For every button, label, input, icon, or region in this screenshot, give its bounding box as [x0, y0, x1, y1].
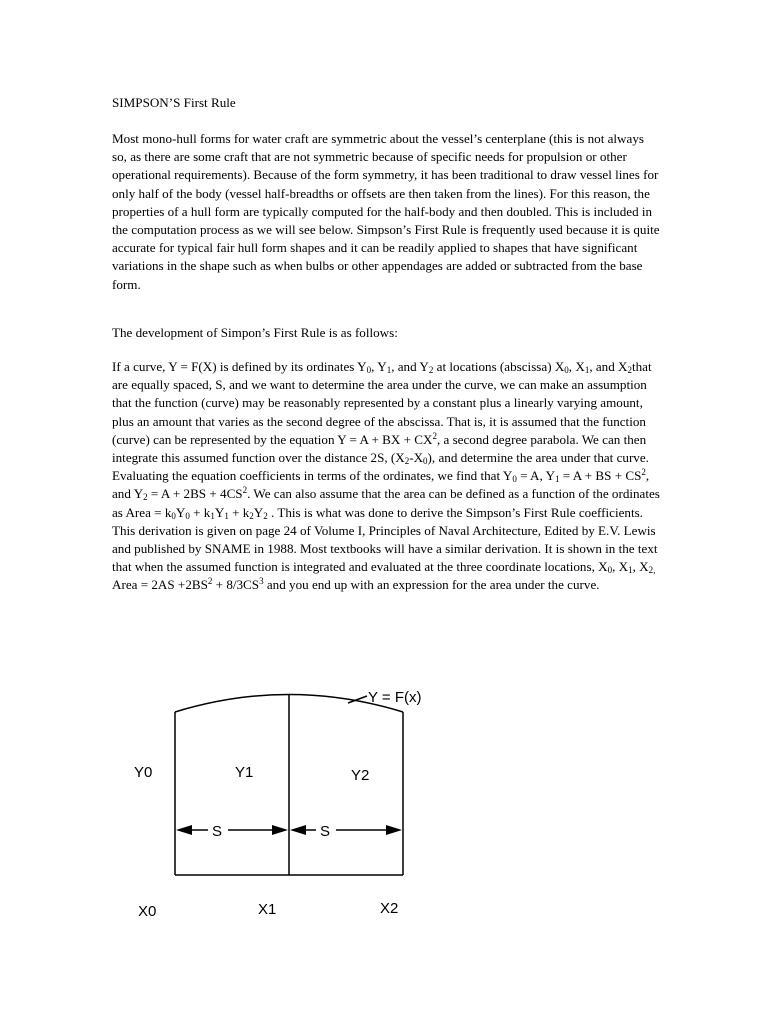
text-run: , a second degree parabola. We can then integrate this assumed function over the distance 2S, (X [112, 431, 647, 466]
arrowhead-icon [386, 825, 402, 835]
subscript: 1 [210, 510, 215, 521]
text-run: . This is what was done to derive the Simpson’s First Rule coefficients. This derivation is given on page 24 of Volume I, Principles of Naval Architecture, Edited by E.V. Lewis and published by SNAME in 1988. Most textbooks will have a similar derivation. It is shown in the text that when the assumed function is integrated and evaluated at the three coordinate locations, X [112, 504, 658, 575]
arrowhead-icon [272, 825, 288, 835]
text-run: ), and determine the area under that curve. Evaluating the equation coefficients in terms of the ordinates, we find that Y [112, 450, 649, 484]
text-run: = A, Y [516, 468, 556, 484]
text-run: + k [189, 504, 211, 520]
subscript: 0 [171, 510, 176, 521]
curve-label: Y = F(x) [368, 689, 422, 706]
text-run: , X [612, 559, 629, 575]
text-run: . We can also assume that the area can be defined as a function of the ordinates as Area = k [112, 486, 660, 520]
subscript: 2 [143, 492, 148, 503]
label-s-right: S [320, 823, 331, 840]
text-run: + k [228, 504, 250, 520]
subscript: 1 [555, 474, 560, 485]
text-run: , and Y [112, 468, 650, 502]
subscript: 1 [386, 365, 392, 375]
text-run: , and Y [391, 359, 429, 374]
subscript: 2 [263, 510, 268, 521]
label-y0: Y0 [134, 764, 153, 781]
text-run: = A + 2BS + 4CS [147, 486, 243, 502]
text-run: = A + BS + CS [559, 468, 642, 484]
subscript: 0 [185, 510, 190, 521]
text-run: -X [409, 450, 424, 466]
text-run: Y [175, 504, 186, 520]
simpson-rule-diagram [0, 670, 768, 950]
derivation-paragraph [112, 358, 662, 595]
text-run: Area = 2AS +2BS [112, 577, 208, 593]
arrowhead-icon [176, 825, 192, 835]
subscript: 2 [249, 510, 254, 521]
label-y1: Y1 [235, 764, 254, 781]
label-y2: Y2 [351, 767, 370, 784]
text-run: Y [253, 504, 264, 520]
subscript: 1 [584, 365, 590, 375]
text-run: , Y [371, 359, 387, 374]
subscript: 1 [224, 510, 229, 521]
superscript: 2 [641, 467, 646, 478]
text-run: + 8/3CS [212, 577, 260, 593]
text-run: that are equally spaced, S, and we want to determine the area under the curve, we can make an assumption that the function (curve) may be reasonably represented by a constant plus a linearly varying amount, plus an amount that varies as the second degree of the abscissa. That is, it is assumed that the function (curve) can be represented by the equation Y = A + BX + CX [112, 359, 652, 447]
subscript: 2 [428, 365, 434, 375]
superscript: 2 [432, 430, 437, 441]
development-heading-paragraph: The development of Simpon’s First Rule is as follows: [112, 325, 398, 340]
text-run: and you end up with an expression for the area under the curve. [263, 577, 600, 593]
superscript: 2 [207, 576, 213, 587]
subscript: 2 [627, 365, 632, 375]
label-s-left: S [212, 823, 223, 840]
document-title: SIMPSON’S First Rule [112, 95, 236, 110]
text-run: , and X [589, 359, 628, 374]
intro-paragraph: Most mono-hull forms for water craft are symmetric about the vessel’s centerplane (this is not always so, as there are some craft that are not symmetric because of specific needs for propulsion or other operational requirements). Because of the form symmetry, it has been traditional to draw vessel lines for only half of the body (vessel half-breadths or offsets are then taken from the lines). For this reason, the properties of a hull form are typically computed for the half-body and then doubled. This is included in the computation process as we will see below. Simpson’s First Rule is frequently used because it is quite accurate for typical fair hull form shapes and it can be readily applied to shapes that have significant variations in the shape such as when bulbs or other appendages are added or subtracted from the base form. [112, 131, 660, 292]
text-run: , X [632, 559, 649, 575]
text-run: Y [214, 504, 225, 520]
subscript: 0 [564, 365, 569, 375]
superscript: 2 [242, 485, 248, 496]
subscript: 0 [423, 456, 428, 467]
superscript: 3 [259, 576, 264, 587]
label-x0: X0 [138, 903, 157, 920]
subscript: 0 [512, 474, 517, 485]
text-run: If a curve, Y = F(X) is defined by its ordinates Y [112, 359, 367, 374]
subscript: 2 [404, 456, 410, 467]
label-x1: X1 [258, 901, 277, 918]
arrowhead-icon [290, 825, 306, 835]
text-run: at locations (abscissa) X [433, 359, 565, 374]
text-run: , X [568, 359, 585, 374]
label-x2: X2 [380, 900, 399, 917]
subscript: 0 [366, 365, 372, 375]
subscript: 2, [648, 565, 656, 576]
subscript: 0 [607, 565, 613, 576]
subscript: 1 [628, 565, 633, 576]
